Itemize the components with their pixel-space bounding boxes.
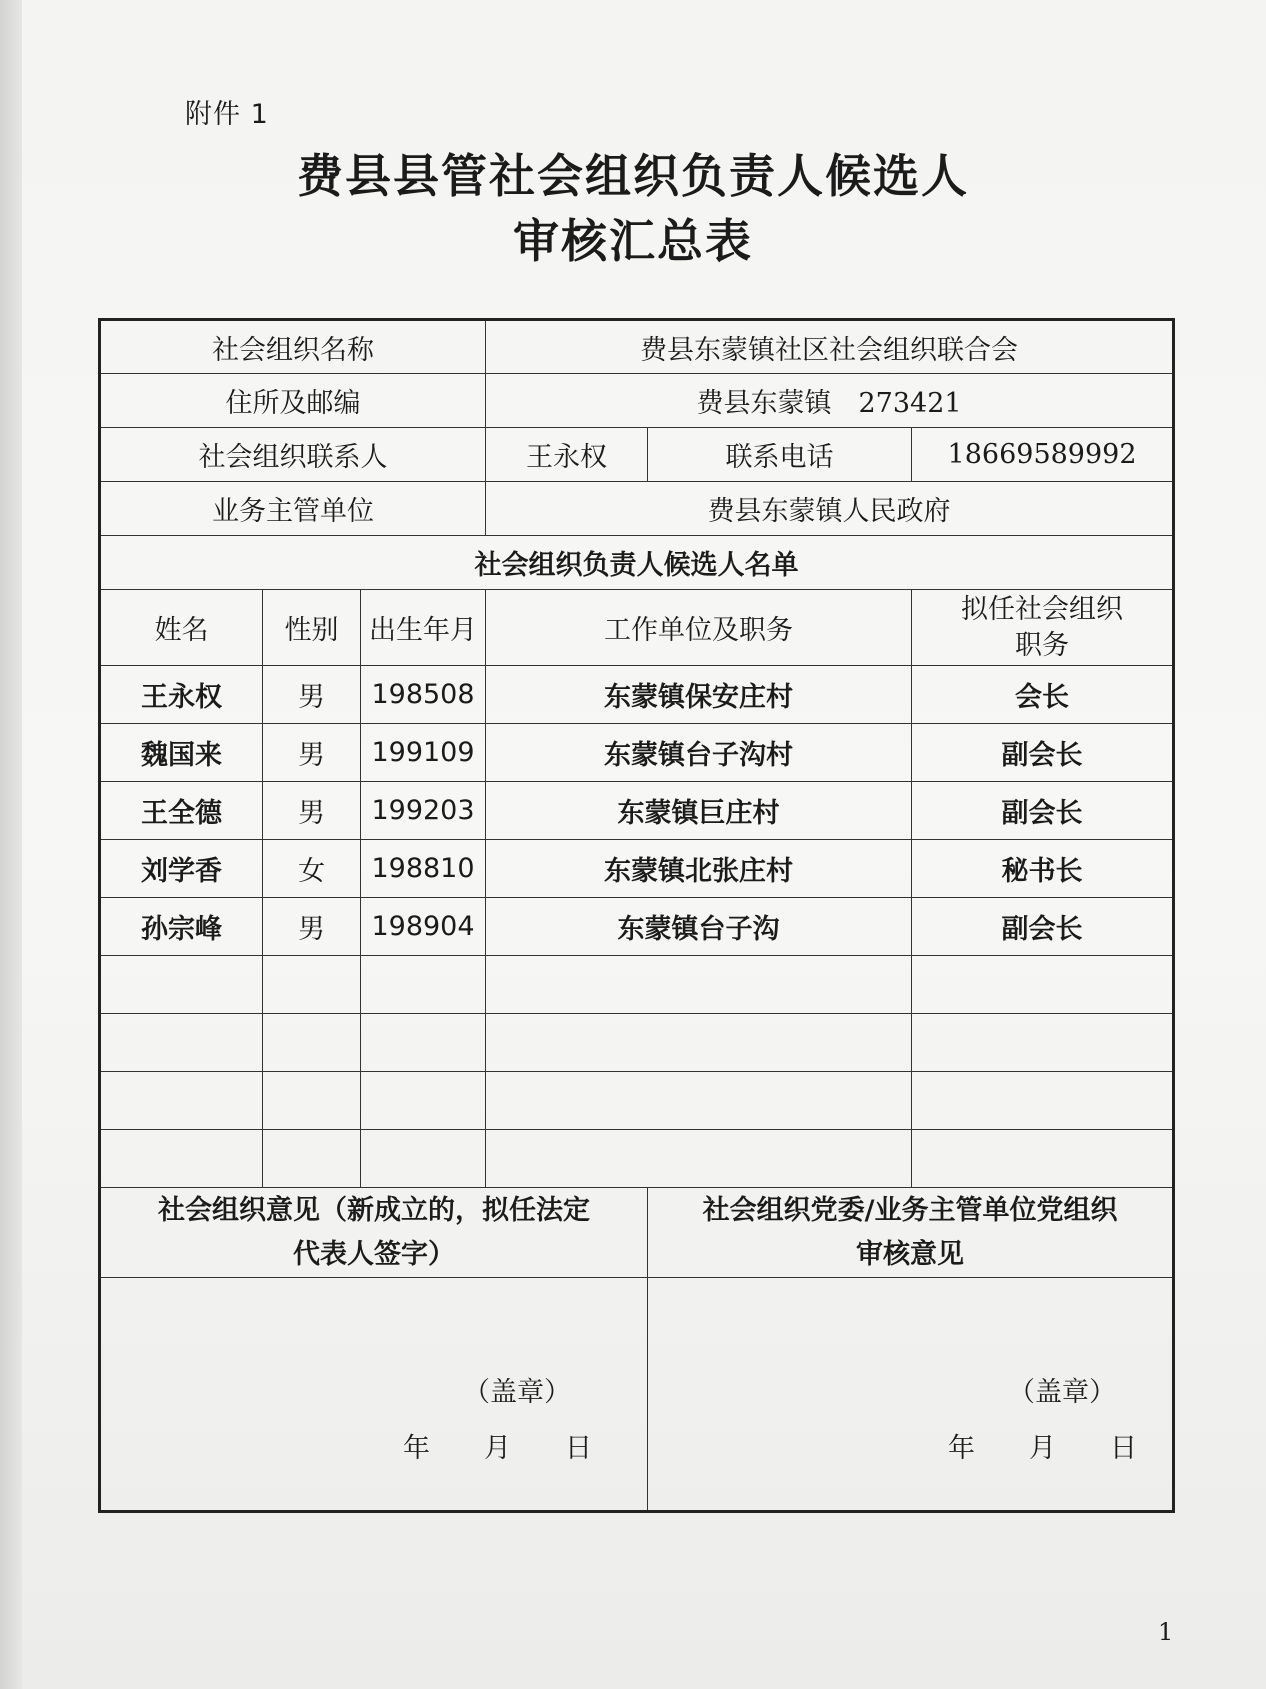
supervisor-label: 业务主管单位 (100, 482, 486, 536)
empty-cell (263, 1072, 361, 1130)
candidate-birth: 199203 (361, 782, 486, 840)
candidate-name: 刘学香 (100, 840, 263, 898)
address-value: 费县东蒙镇 273421 (486, 374, 1174, 428)
candidate-work: 东蒙镇保安庄村 (486, 666, 912, 724)
contact-row (100, 428, 1174, 482)
candidate-gender: 男 (263, 724, 361, 782)
org-date-line: 年 月 日 (403, 1433, 592, 1464)
candidate-work: 东蒙镇台子沟村 (486, 724, 912, 782)
org-opinion-heading (100, 1188, 648, 1278)
candidate-row (100, 666, 1174, 724)
party-opinion-heading-line1: 社会组织党委/业务主管单位党组织 (702, 1194, 1118, 1226)
party-opinion-heading-line2: 审核意见 (856, 1238, 965, 1270)
org-name-label: 社会组织名称 (100, 320, 486, 374)
empty-cell (100, 1130, 263, 1188)
org-opinion-heading-line2: 代表人签字） (293, 1238, 456, 1270)
contact-value: 王永权 (486, 428, 648, 482)
candidate-name: 王全德 (100, 782, 263, 840)
empty-cell (912, 956, 1174, 1014)
supervisor-row (100, 482, 1174, 536)
candidate-post: 会长 (912, 666, 1174, 724)
empty-cell (361, 1130, 486, 1188)
candidate-birth: 198508 (361, 666, 486, 724)
list-title: 社会组织负责人候选人名单 (100, 536, 1174, 590)
empty-cell (263, 1130, 361, 1188)
document-title-line1: 费县县管社会组织负责人候选人 (297, 149, 969, 203)
candidate-name: 孙宗峰 (100, 898, 263, 956)
address-row (100, 374, 1174, 428)
empty-cell (361, 1014, 486, 1072)
candidate-work: 东蒙镇巨庄村 (486, 782, 912, 840)
candidate-row (100, 782, 1174, 840)
col-header-birth: 出生年月 (361, 590, 486, 666)
empty-row (100, 1014, 1174, 1072)
candidate-post: 副会长 (912, 782, 1174, 840)
empty-row (100, 1130, 1174, 1188)
col-header-name: 姓名 (100, 590, 263, 666)
empty-cell (263, 1014, 361, 1072)
empty-cell (912, 1130, 1174, 1188)
candidate-work: 东蒙镇北张庄村 (486, 840, 912, 898)
empty-cell (486, 1014, 912, 1072)
party-opinion-heading (648, 1188, 1174, 1278)
review-summary-table (98, 318, 1175, 1513)
phone-label: 联系电话 (648, 428, 912, 482)
empty-cell (361, 956, 486, 1014)
party-date-line: 年 月 日 (948, 1433, 1138, 1464)
col-header-post (912, 590, 1174, 666)
empty-cell (361, 1072, 486, 1130)
empty-cell (100, 1014, 263, 1072)
col-header-work: 工作单位及职务 (486, 590, 912, 666)
empty-cell (912, 1014, 1174, 1072)
org-opinion-box (100, 1278, 648, 1512)
document-title-line2: 审核汇总表 (513, 214, 753, 268)
candidate-post: 副会长 (912, 898, 1174, 956)
contact-label: 社会组织联系人 (100, 428, 486, 482)
candidate-name: 魏国来 (100, 724, 263, 782)
attachment-label: 附件 1 (185, 99, 269, 130)
column-header-row (100, 590, 1174, 666)
candidate-row (100, 898, 1174, 956)
col-header-post-line1: 拟任社会组织 (961, 593, 1124, 625)
candidate-post: 秘书长 (912, 840, 1174, 898)
empty-cell (486, 1072, 912, 1130)
org-name-value: 费县东蒙镇社区社会组织联合会 (486, 320, 1174, 374)
candidate-work: 东蒙镇台子沟 (486, 898, 912, 956)
address-label: 住所及邮编 (100, 374, 486, 428)
candidate-birth: 199109 (361, 724, 486, 782)
phone-value: 18669589992 (912, 428, 1174, 482)
org-seal-label: （盖章） (463, 1377, 571, 1408)
empty-cell (100, 1072, 263, 1130)
candidate-post: 副会长 (912, 724, 1174, 782)
empty-cell (486, 956, 912, 1014)
candidate-birth: 198810 (361, 840, 486, 898)
empty-row (100, 1072, 1174, 1130)
candidate-name: 王永权 (100, 666, 263, 724)
empty-cell (912, 1072, 1174, 1130)
candidate-gender: 男 (263, 782, 361, 840)
org-opinion-heading-line1: 社会组织意见（新成立的，拟任法定 (158, 1194, 591, 1226)
opinion-heading-row (100, 1188, 1174, 1278)
candidate-row (100, 840, 1174, 898)
org-name-row (100, 320, 1174, 374)
supervisor-value: 费县东蒙镇人民政府 (486, 482, 1174, 536)
empty-cell (486, 1130, 912, 1188)
candidate-birth: 198904 (361, 898, 486, 956)
col-header-gender: 性别 (263, 590, 361, 666)
candidate-gender: 女 (263, 840, 361, 898)
party-opinion-box (648, 1278, 1174, 1512)
page-number: 1 (1158, 1618, 1174, 1646)
col-header-post-line2: 职务 (1015, 629, 1070, 661)
list-title-row (100, 536, 1174, 590)
opinion-body-row (100, 1278, 1174, 1512)
candidate-gender: 男 (263, 898, 361, 956)
empty-cell (100, 956, 263, 1014)
empty-cell (263, 956, 361, 1014)
party-seal-label: （盖章） (1008, 1377, 1117, 1408)
candidate-row (100, 724, 1174, 782)
empty-row (100, 956, 1174, 1014)
candidate-gender: 男 (263, 666, 361, 724)
